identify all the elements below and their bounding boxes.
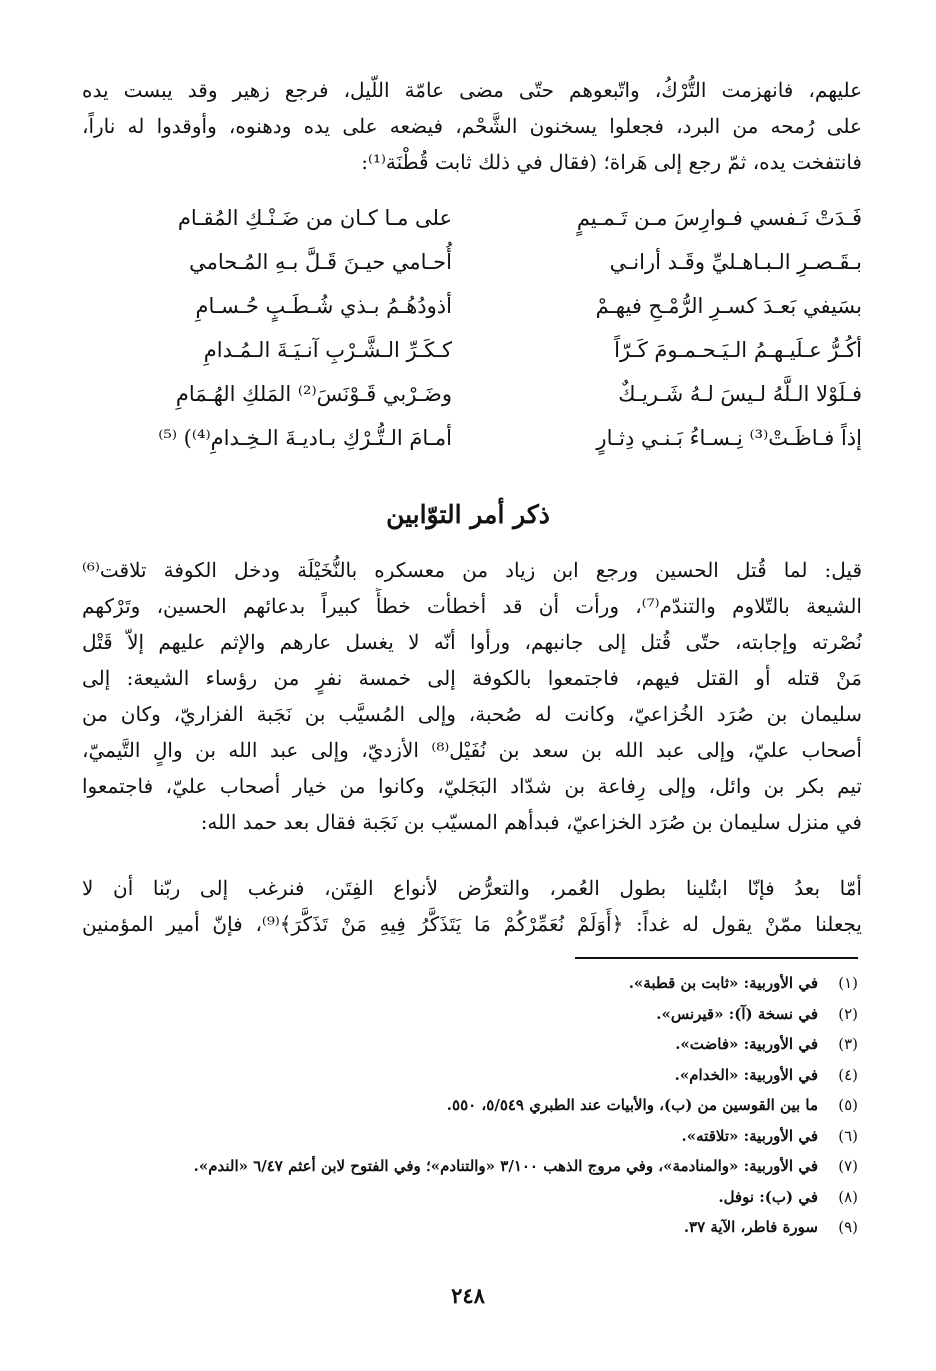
poem: [82, 196, 862, 460]
footnote-item: [58, 1212, 858, 1243]
footnote-item: [58, 1151, 858, 1182]
footnote-text: في الأوربية: «والمنادمة»، وفي مروج الذهب ٣/١٠٠ «والتنادم»؛ وفي الفتوح لابن أعثم ٦/٤٧ «الندم».: [193, 1157, 818, 1175]
text-line: فانتفخت يده، ثمّ رجع إلى هَراة؛ (فقال في ذلك ثابت قُطْنَة⁽¹⁾:: [361, 150, 862, 174]
footnote-text: في (ب): نوفل.: [718, 1187, 818, 1206]
verse-first-hemistich: فَـدَتْ نَـفسي فـوارِسَ مـن تَـمـيمٍ: [576, 206, 862, 230]
footnote-text: سورة فاطر، الآية ٣٧.: [683, 1218, 818, 1236]
text-line: تيم بكر بن وائل، وإلى رِفاعة بن شدّاد البَجَليّ، وكانوا من خيار أصحاب عليّ، فاجتمعوا: [82, 774, 862, 798]
section-heading: ذكر أمر التوّابين: [386, 500, 550, 529]
page-number: ٢٤٨: [451, 1283, 485, 1308]
verse-first-hemistich: بسَيفي بَعـدَ كسـرِ الرُّمْـحِ فيهـمْ: [595, 294, 862, 318]
footnote-item: [58, 1182, 858, 1213]
verse-first-hemistich: بـقَـصـرِ الـبـاهـليِّ وقَـد أرانـي: [609, 250, 862, 274]
verse-second-hemistich: وضَـرْبي قَـوْنَسَ⁽²⁾ المَلكِ الهُـمَامِ: [175, 382, 452, 406]
footnote-text: ما بين القوسين من (ب)، والأبيات عند الطبري ٥/٥٤٩، ٥٥٠.: [446, 1096, 818, 1114]
text-line: يجعلنا ممّنْ يقول له غداً: ﴿أَوَلَمْ نُعَمِّرْكُمْ مَا يَتَذَكَّرُ فِيهِ مَنْ تَذَكَّرَ﴾⁽⁹⁾، فإنّ أمير المؤمنين: [82, 912, 862, 936]
footnote-number: (٢): [838, 1004, 858, 1023]
poem-verse: [82, 240, 862, 284]
verse-first-hemistich: إذاً فـاظَـتْ⁽³⁾ نِـسـاءُ بَـنـي دِثـارٍ: [596, 426, 862, 450]
text-line: في منزل سليمان بن صُرَد الخزاعيّ، فبدأهم المسيّب بن نَجَبة فقال بعد حمد الله:: [200, 810, 862, 834]
footnote-item: [58, 1090, 858, 1121]
footnote-item: [58, 1029, 858, 1060]
body-paragraph: [82, 552, 862, 840]
footnote-number: (٧): [838, 1157, 858, 1175]
footnote-item: [58, 999, 858, 1030]
footnotes: [58, 968, 858, 1243]
footnote-item: [58, 968, 858, 999]
text-line: نُصْرته وإجابته، حتّى قُتل إلى جانبهم، ورأوا أنّه لا يغسل عارهم والإثم عليهم إلاّ قَتْل: [82, 630, 862, 654]
text-line: عليهم، فانهزمت التُّرْكُ، واتّبعوهم حتّى مضى عامّة اللّيل، فرجع زهير وقد يبست يده: [82, 78, 862, 102]
footnote-number: (٦): [838, 1126, 858, 1145]
footnote-number: (٨): [838, 1187, 858, 1206]
poem-verse: [82, 372, 862, 416]
text-line: قيل: لما قُتل الحسين ورجع ابن زياد من معسكره بالنُّخَيْلَة ودخل الكوفة تلاقت⁽⁶⁾: [82, 558, 862, 582]
intro-paragraph: [82, 72, 862, 180]
footnote-number: (٣): [838, 1035, 858, 1053]
text-line: على رُمحه من البرد، فجعلوا يسخنون الشَّحْم، فيضعه على يده ودهنوه، وأوقدوا له ناراً،: [82, 114, 862, 138]
text-line: أصحاب عليّ، وإلى عبد الله بن سعد بن نُفَيْل⁽⁸⁾ الأزديّ، وإلى عبد الله بن والٍ التَّيميّ،: [82, 738, 862, 762]
text-line: الشيعة بالتّلاوم والتندّم⁽⁷⁾، ورأت أن قد أخطأت خطأً كبيراً بدعائهم الحسين، وتَرْكهم: [82, 594, 862, 618]
footnote-item: [58, 1060, 858, 1091]
text-line: أمّا بعدُ فإنّا ابتُلينا بطول العُمر، والتعرُّض لأنواع الفِتَن، فنرغب إلى ربّنا أن لا: [82, 876, 862, 900]
footnote-text: في الأوربية: «الخدام».: [674, 1065, 818, 1084]
verse-second-hemistich: كـكَـرِّ الـشَّـرْبِ آنـيَـةَ الـمُـدامِ: [203, 338, 452, 362]
verse-second-hemistich: أُحـامي حيـنَ قَـلَّ بـهِ المُـحامي: [189, 250, 452, 274]
footnote-item: [58, 1121, 858, 1152]
footnote-divider: [575, 957, 858, 959]
verse-second-hemistich: أذودُهُـمُ بـذي شُـطَـبٍ حُـسـامِ: [195, 294, 452, 318]
footnote-text: في الأوربية: «فاضت».: [675, 1035, 818, 1053]
footnote-number: (٤): [838, 1065, 858, 1084]
poem-verse: [82, 416, 862, 460]
footnote-number: (٥): [838, 1096, 858, 1114]
body-paragraph: [82, 870, 862, 942]
footnote-text: في نسخة (آ): «قيرنس».: [656, 1004, 818, 1023]
poem-verse: [82, 328, 862, 372]
text-line: سليمان بن صُرَد الخُزاعيّ، وكانت له صُحبة، وإلى المُسيَّب بن نَجَبة الفزاريّ، وكان من: [82, 702, 862, 726]
verse-first-hemistich: فـلَوْلا الـلَّهُ لـيسَ لـهُ شَـريـكٌ: [618, 382, 862, 406]
footnote-number: (١): [838, 974, 858, 992]
verse-first-hemistich: أكُـرُّ عـلَيـهـمُ الـيَـحـمـومَ كَـرّاً: [614, 338, 862, 362]
text-line: مَنْ قتله أو القتل فيهم، فاجتمعوا بالكوفة إلى خمسة نفرٍ من رؤساء الشيعة: إلى: [82, 666, 862, 690]
verse-second-hemistich: على مـا كـان من ضَـنْـكِ المُقـام: [177, 206, 452, 230]
footnote-text: في الأوربية: «ثابت بن قطبة».: [628, 974, 818, 992]
verse-second-hemistich: أمـامَ الـتُّـرْكِ بـاديـةَ الـخِـدامِ⁽⁴⁾) ⁽⁵⁾: [158, 426, 452, 450]
poem-verse: [82, 284, 862, 328]
footnote-text: في الأوربية: «تلاقته».: [681, 1126, 818, 1145]
footnote-number: (٩): [838, 1218, 858, 1236]
poem-verse: [82, 196, 862, 240]
